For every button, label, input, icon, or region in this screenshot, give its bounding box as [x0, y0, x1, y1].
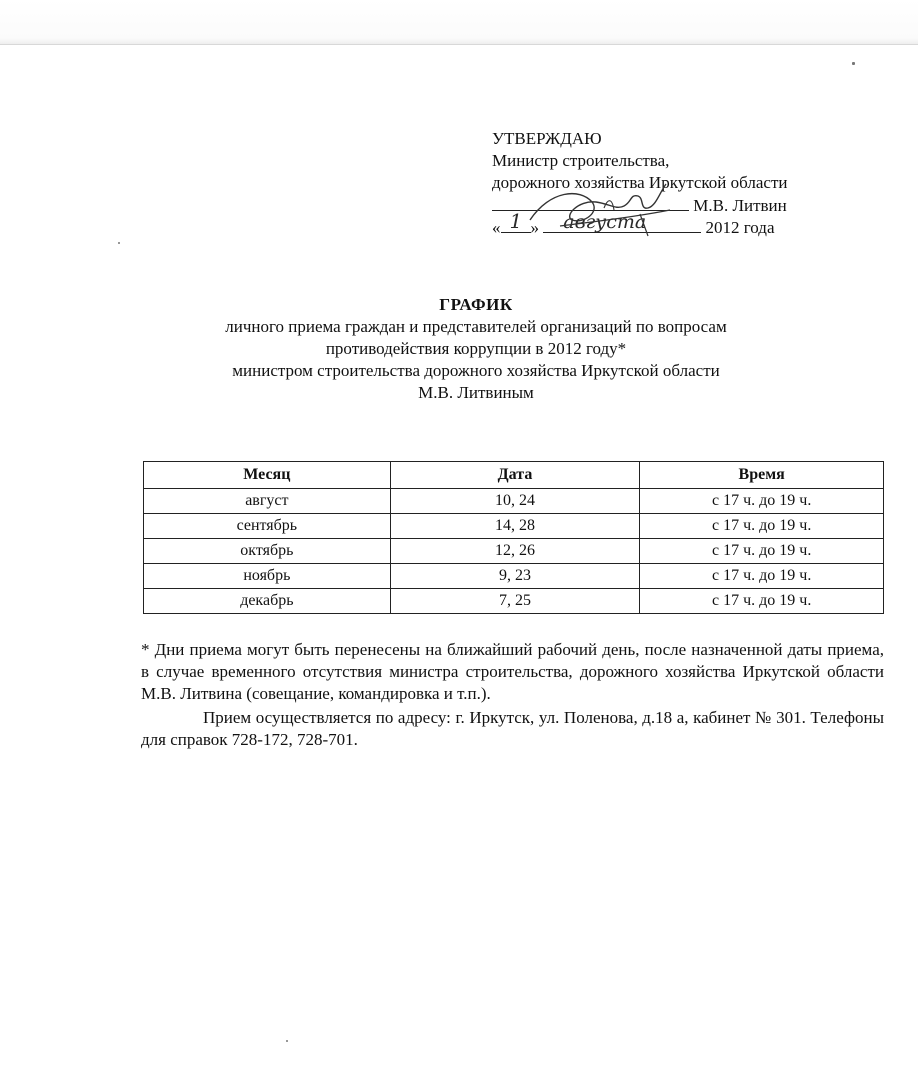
cell-time: с 17 ч. до 19 ч.	[640, 539, 884, 564]
schedule-table	[143, 461, 884, 614]
cell-time: с 17 ч. до 19 ч.	[640, 589, 884, 614]
header-date: Дата	[390, 462, 640, 489]
scan-speck	[118, 242, 120, 244]
approval-heading: УТВЕРЖДАЮ	[492, 129, 602, 148]
title-line4: М.В. Литвиным	[418, 383, 534, 402]
cell-dates: 14, 28	[390, 514, 640, 539]
cell-month: август	[144, 489, 391, 514]
cell-dates: 10, 24	[390, 489, 640, 514]
date-open-quote: «	[492, 218, 501, 237]
table-row	[144, 539, 884, 564]
cell-month: декабрь	[144, 589, 391, 614]
table-header-row	[144, 462, 884, 489]
document-heading: ГРАФИК	[439, 295, 513, 314]
approval-position-line2: дорожного хозяйства Иркутской области	[492, 173, 788, 192]
cell-month: октябрь	[144, 539, 391, 564]
cell-time: с 17 ч. до 19 ч.	[640, 514, 884, 539]
cell-month: сентябрь	[144, 514, 391, 539]
header-time: Время	[640, 462, 884, 489]
title-line1: личного приема граждан и представителей организаций по вопросам	[225, 317, 727, 336]
document-title-block	[160, 294, 792, 404]
cell-dates: 7, 25	[390, 589, 640, 614]
table-row	[144, 589, 884, 614]
table-row	[144, 514, 884, 539]
approval-signer: М.В. Литвин	[693, 196, 787, 215]
footnote-text: * Дни приема могут быть перенесены на ближайший рабочий день, после назначенной даты приема, в случае временного отсутствия министра строительства, дорожного хозяйства Иркутской области М.В. Литвина (совещание, командировка и т.п.).	[141, 640, 884, 703]
notes-block	[141, 639, 884, 751]
header-month: Месяц	[144, 462, 391, 489]
scan-edge-shadow	[0, 0, 918, 48]
title-line3: министром строительства дорожного хозяйства Иркутской области	[232, 361, 720, 380]
signature-icon	[520, 180, 690, 242]
scan-speck	[286, 1040, 288, 1042]
scan-speck	[852, 62, 855, 65]
address-text: Прием осуществляется по адресу: г. Иркутск, ул. Поленова, д.18 а, кабинет № 301. Телефоны для справок 728-172, 728-701.	[141, 708, 884, 749]
cell-month: ноябрь	[144, 564, 391, 589]
cell-dates: 12, 26	[390, 539, 640, 564]
table-row	[144, 489, 884, 514]
date-close-quote: »	[530, 218, 539, 237]
cell-time: с 17 ч. до 19 ч.	[640, 564, 884, 589]
cell-dates: 9, 23	[390, 564, 640, 589]
date-month-handwritten: августа	[563, 211, 647, 233]
table-row	[144, 564, 884, 589]
title-line2: противодействия коррупции в 2012 году*	[325, 339, 627, 358]
date-year: 2012 года	[705, 218, 775, 237]
approval-position-line1: Министр строительства,	[492, 151, 670, 170]
cell-time: с 17 ч. до 19 ч.	[640, 489, 884, 514]
date-day-handwritten: 1	[509, 209, 523, 233]
